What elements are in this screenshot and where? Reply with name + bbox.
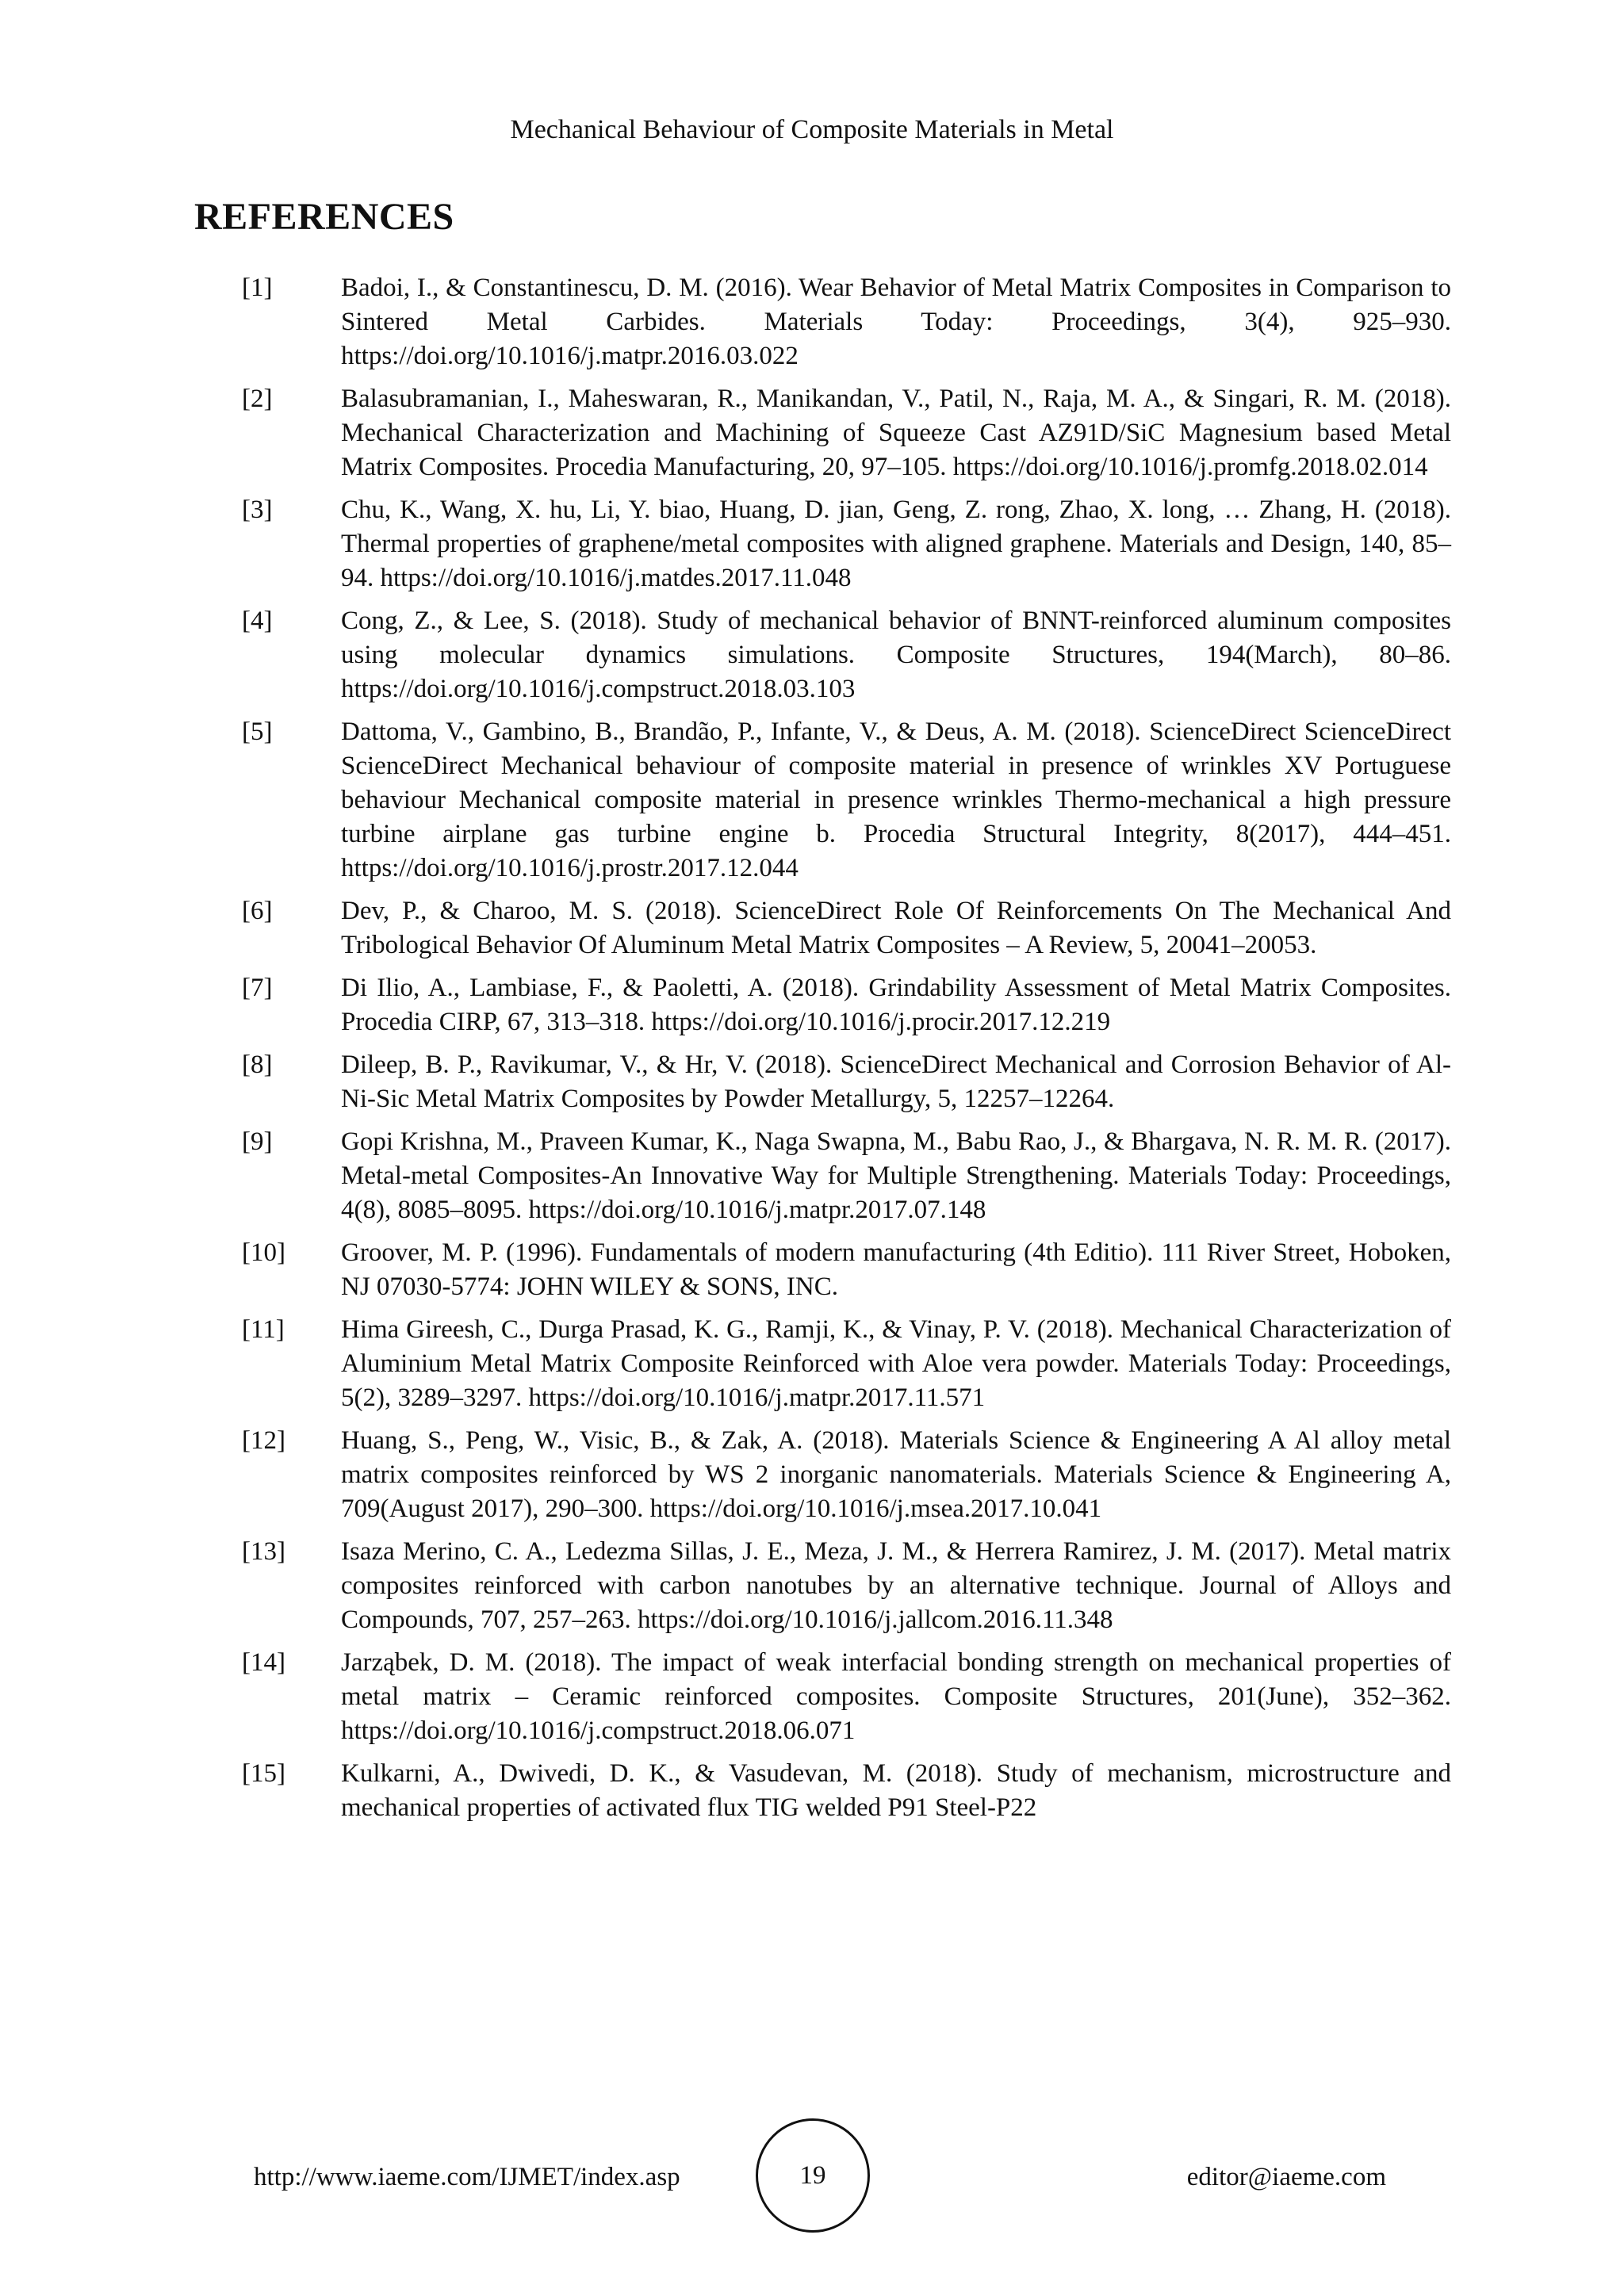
reference-number: [15] <box>242 1759 285 1788</box>
reference-text: Balasubramanian, I., Maheswaran, R., Manikandan, V., Patil, N., Raja, M. A., & Singari, R. M. (2018). Mechanical Characterization and Machining of Squeeze Cast AZ91D/SiC Magnesium based Metal Matrix Composites. Procedia Manufacturing, 20, 97–105. https://doi.org/10.1016/j.promfg.2018.02.014 <box>341 385 1451 481</box>
section-title: REFERENCES <box>194 196 454 238</box>
reference-item <box>242 1424 1451 1526</box>
reference-number: [14] <box>242 1648 285 1677</box>
reference-number: [1] <box>242 274 273 302</box>
reference-text: Jarząbek, D. M. (2018). The impact of weak interfacial bonding strength on mechanical properties of metal matrix – Ceramic reinforced composites. Composite Structures, 201(June), 352–362. https://doi.org/10.1016/j.compstruct.2018.06.071 <box>341 1648 1451 1745</box>
reference-number: [2] <box>242 385 273 413</box>
reference-item <box>242 604 1451 706</box>
reference-number: [10] <box>242 1238 285 1267</box>
reference-text: Isaza Merino, C. A., Ledezma Sillas, J. E., Meza, J. M., & Herrera Ramirez, J. M. (2017). Metal matrix composites reinforced with carbon nanotubes by an alternative technique. Journal of Alloys and Compounds, 707, 257–263. https://doi.org/10.1016/j.jallcom.2016.11.348 <box>341 1537 1451 1634</box>
reference-item <box>242 1313 1451 1415</box>
reference-item <box>242 382 1451 484</box>
reference-number: [8] <box>242 1050 273 1079</box>
reference-text: Dattoma, V., Gambino, B., Brandão, P., Infante, V., & Deus, A. M. (2018). ScienceDirect ScienceDirect ScienceDirect Mechanical behaviour of composite material in presence of wrinkles XV Portuguese behaviour Mechanical composite material in presence wrinkles Thermo-mechanical a high pressure turbine airplane gas turbine engine b. Procedia Structural Integrity, 8(2017), 444–451. https://doi.org/10.1016/j.prostr.2017.12.044 <box>341 718 1451 882</box>
reference-text: Dileep, B. P., Ravikumar, V., & Hr, V. (2018). ScienceDirect Mechanical and Corrosion Behavior of Al-Ni-Sic Metal Matrix Composites by Powder Metallurgy, 5, 12257–12264. <box>341 1050 1451 1113</box>
page-footer <box>0 2118 1624 2237</box>
reference-number: [9] <box>242 1127 273 1156</box>
running-header: Mechanical Behaviour of Composite Materials in Metal <box>510 115 1114 144</box>
reference-item <box>242 971 1451 1039</box>
page-number: 19 <box>799 2160 826 2190</box>
reference-text: Groover, M. P. (1996). Fundamentals of modern manufacturing (4th Editio). 111 River Street, Hoboken, NJ 07030-5774: JOHN WILEY & SONS, INC. <box>341 1238 1451 1301</box>
reference-number: [7] <box>242 974 273 1002</box>
reference-item <box>242 1048 1451 1116</box>
reference-number: [5] <box>242 718 273 746</box>
reference-text: Huang, S., Peng, W., Visic, B., & Zak, A. (2018). Materials Science & Engineering A Al alloy metal matrix composites reinforced by WS 2 inorganic nanomaterials. Materials Science & Engineering A, 709(August 2017), 290–300. https://doi.org/10.1016/j.msea.2017.10.041 <box>341 1426 1451 1523</box>
reference-text: Badoi, I., & Constantinescu, D. M. (2016). Wear Behavior of Metal Matrix Composites in Comparison to Sintered Metal Carbides. Materials Today: Proceedings, 3(4), 925–930. https://doi.org/10.1016/j.matpr.2016.03.022 <box>341 274 1451 370</box>
reference-list <box>242 271 1451 1834</box>
reference-number: [4] <box>242 607 273 635</box>
reference-number: [6] <box>242 897 273 925</box>
reference-item <box>242 493 1451 595</box>
footer-email-link[interactable]: editor@iaeme.com <box>1186 2163 1386 2191</box>
reference-item <box>242 1125 1451 1227</box>
reference-text: Di Ilio, A., Lambiase, F., & Paoletti, A. (2018). Grindability Assessment of Metal Matrix Composites. Procedia CIRP, 67, 313–318. https://doi.org/10.1016/j.procir.2017.12.219 <box>341 974 1451 1036</box>
reference-number: [3] <box>242 496 273 524</box>
reference-text: Gopi Krishna, M., Praveen Kumar, K., Naga Swapna, M., Babu Rao, J., & Bhargava, N. R. M. R. (2017). Metal-metal Composites-An Innovative Way for Multiple Strengthening. Materials Today: Proceedings, 4(8), 8085–8095. https://doi.org/10.1016/j.matpr.2017.07.148 <box>341 1127 1451 1224</box>
reference-item <box>242 894 1451 962</box>
page-number-circle <box>756 2118 870 2233</box>
reference-item <box>242 715 1451 886</box>
reference-item <box>242 271 1451 373</box>
footer-website-link[interactable]: http://www.iaeme.com/IJMET/index.asp <box>254 2163 680 2191</box>
reference-item <box>242 1757 1451 1825</box>
reference-text: Kulkarni, A., Dwivedi, D. K., & Vasudevan, M. (2018). Study of mechanism, microstructure and mechanical properties of activated flux TIG welded P91 Steel-P22 <box>341 1759 1451 1822</box>
reference-text: Chu, K., Wang, X. hu, Li, Y. biao, Huang, D. jian, Geng, Z. rong, Zhao, X. long, … Zhang, H. (2018). Thermal properties of graphene/metal composites with aligned graphene. Materials and Design, 140, 85–94. https://doi.org/10.1016/j.matdes.2017.11.048 <box>341 496 1451 592</box>
reference-number: [11] <box>242 1315 285 1344</box>
reference-item <box>242 1535 1451 1637</box>
reference-item <box>242 1236 1451 1304</box>
reference-text: Dev, P., & Charoo, M. S. (2018). ScienceDirect Role Of Reinforcements On The Mechanical And Tribological Behavior Of Aluminum Metal Matrix Composites – A Review, 5, 20041–20053. <box>341 897 1451 959</box>
reference-number: [13] <box>242 1537 285 1566</box>
reference-item <box>242 1646 1451 1748</box>
reference-text: Cong, Z., & Lee, S. (2018). Study of mechanical behavior of BNNT-reinforced aluminum composites using molecular dynamics simulations. Composite Structures, 194(March), 80–86. https://doi.org/10.1016/j.compstruct.2018.03.103 <box>341 607 1451 703</box>
reference-text: Hima Gireesh, C., Durga Prasad, K. G., Ramji, K., & Vinay, P. V. (2018). Mechanical Characterization of Aluminium Metal Matrix Composite Reinforced with Aloe vera powder. Materials Today: Proceedings, 5(2), 3289–3297. https://doi.org/10.1016/j.matpr.2017.11.571 <box>341 1315 1451 1412</box>
reference-number: [12] <box>242 1426 285 1455</box>
